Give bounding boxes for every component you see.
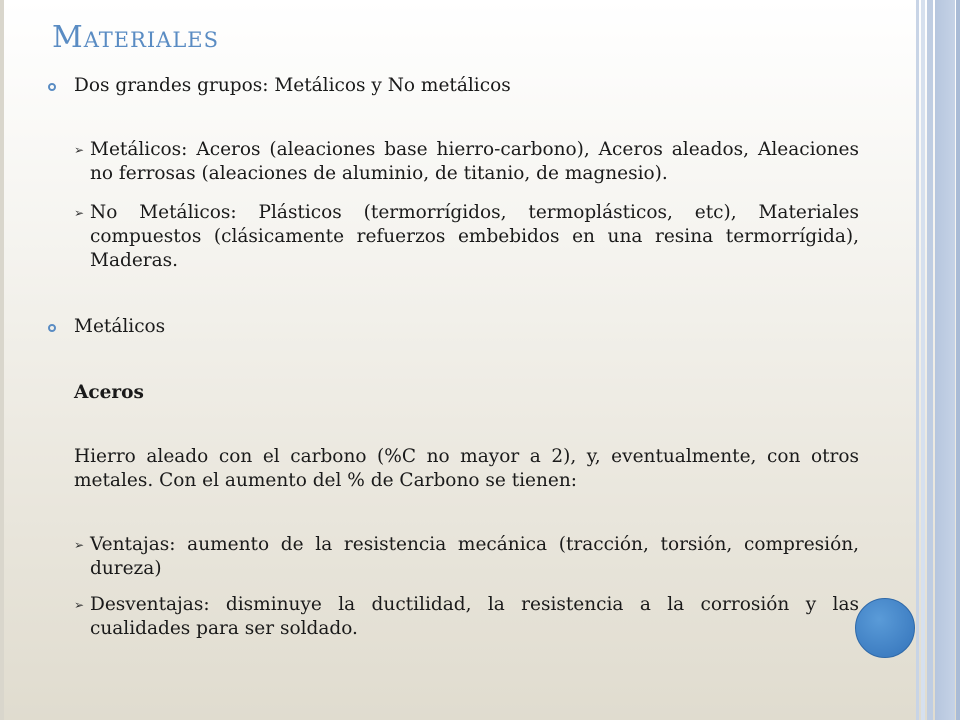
sub-bullet-item [74,593,859,641]
right-decor-bar [921,0,925,720]
slide-title: Materiales [52,20,220,55]
arrow-bullet-icon: ➢ [74,206,85,220]
circle-bullet-icon [48,83,56,91]
section-paragraph: Hierro aleado con el carbono (%C no mayor a 2), y, eventualmente, con otros metales. Con el aumento del % de Carbono se tienen: [74,446,859,491]
sub-bullet-item [74,201,859,273]
right-decor-bar [956,0,960,720]
bullet-text: Metálicos [74,316,166,337]
sub-bullet-text: No Metálicos: Plásticos (termorrígidos, termoplásticos, etc), Materiales compuestos (clásicamente refuerzos embebidos en una resina termorrígida), Maderas. [90,202,859,271]
bullet-item [44,74,859,98]
sub-bullet-text: Ventajas: aumento de la resistencia mecánica (tracción, torsión, compresión, dureza) [90,534,859,579]
right-decor-bar [935,0,955,720]
arrow-bullet-icon: ➢ [74,143,85,157]
arrow-bullet-icon: ➢ [74,598,85,612]
decorative-circle [855,598,915,658]
section-heading: Aceros [74,382,144,403]
bullet-item [44,315,859,339]
arrow-bullet-icon: ➢ [74,538,85,552]
sub-bullet-item [74,533,859,581]
sub-bullet-text: Metálicos: Aceros (aleaciones base hierro-carbono), Aceros aleados, Aleaciones no ferrosas (aleaciones de aluminio, de titanio, de magnesio). [90,139,859,184]
right-decor-bar [916,0,919,720]
sub-bullet-item [74,138,859,186]
right-decor-bar [927,0,933,720]
bullet-text: Dos grandes grupos: Metálicos y No metálicos [74,75,511,96]
circle-bullet-icon [48,324,56,332]
left-border-line [0,0,4,720]
sub-bullet-text: Desventajas: disminuye la ductilidad, la resistencia a la corrosión y las cualidades para ser soldado. [90,594,859,639]
slide-content [44,66,859,641]
